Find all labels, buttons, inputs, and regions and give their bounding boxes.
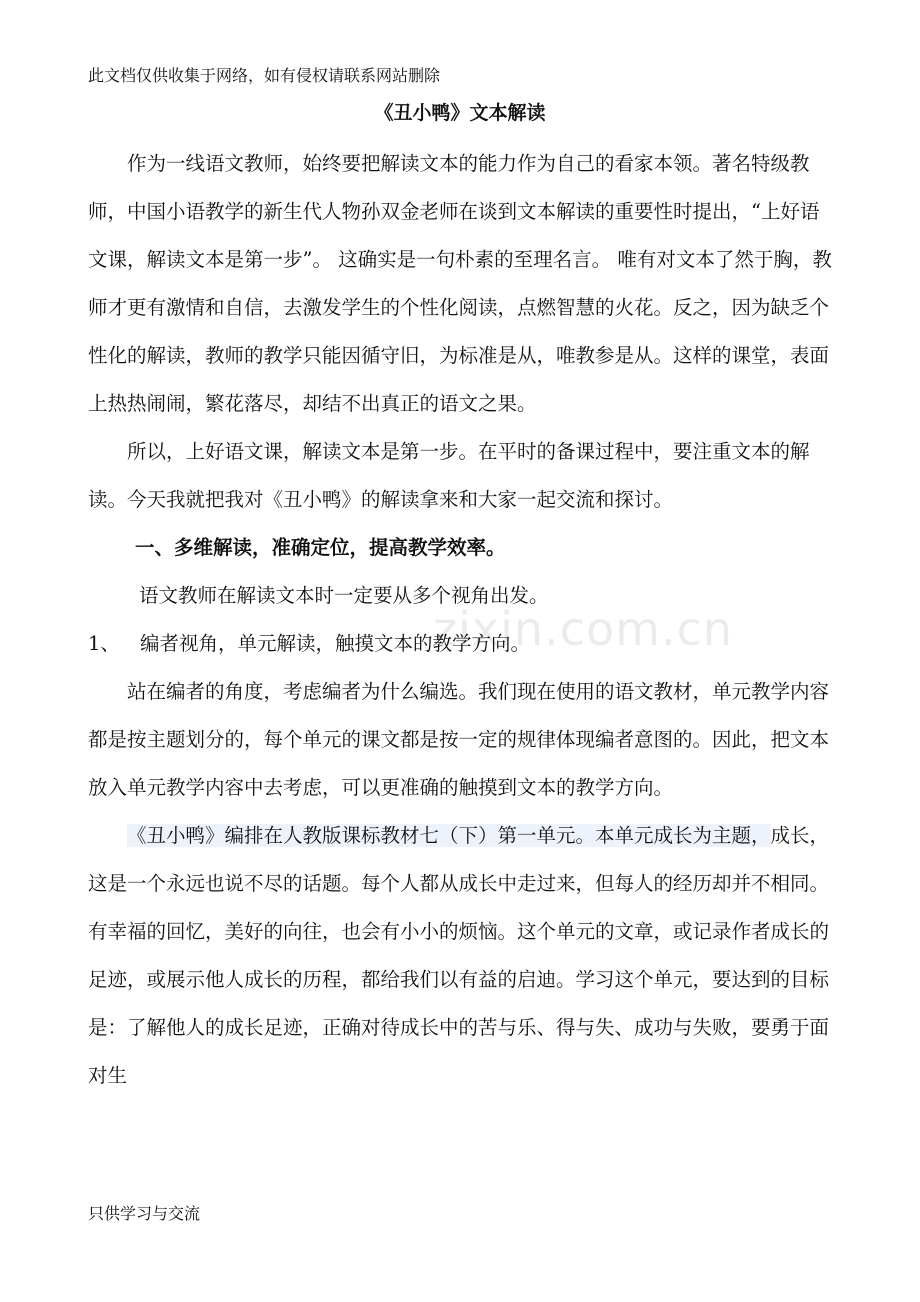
paragraph-intro: 作为一线语文教师，始终要把解读文本的能力作为自己的看家本领。著名特级教师，中国小语教学的新生代人物孙双金老师在谈到文本解读的重要性时提出，“上好语文课，解读文本是第一步”。 这确实是一句朴素的至理名言。 唯有对文本了然于胸，教师才更有激情和自信，去激发学生的个性化阅读，点燃智慧的火花。反之，因为缺乏个性化的解读，教师的教学只能因循守旧，为标准是从，唯教参是从。这样的课堂，表面上热热闹闹，繁花落尽，却结不出真正的语文之果。 <box>88 152 832 415</box>
paragraph-unit-theme <box>88 812 833 1100</box>
list-item-number: 1、 <box>88 632 120 655</box>
paragraph-unit-theme-rest: 成长，这是一个永远也说不尽的话题。每个人都从成长中走过来，但每人的经历却并不相同。有幸福的回忆，美好的向往，也会有小小的烦恼。这个单元的文章，或记录作者成长的足迹，或展示他人成长的历程，都给我们以有益的启迪。学习这个单元，要达到的目标是：了解他人的成长足迹，正确对待成长中的苦与乐、得与失、成功与失败，要勇于面对生 <box>88 824 830 1087</box>
highlighted-text: 《丑小鸭》编排在人教版课标教材七（下）第一单元。本单元成长为主题， <box>127 824 771 847</box>
document-body <box>88 140 833 1100</box>
list-item-1 <box>88 620 833 668</box>
header-disclaimer: 此文档仅供收集于网络，如有侵权请联系网站删除 <box>88 66 441 85</box>
watermark: zixin.com.cn <box>433 602 734 656</box>
section-heading-1: 一、多维解读，准确定位，提高教学效率。 <box>135 536 506 559</box>
paragraph-second: 所以，上好语文课，解读文本是第一步。在平时的备课过程中，要注重文本的解读。今天我就把我对《丑小鸭》的解读拿来和大家一起交流和探讨。 <box>88 440 810 511</box>
footer-note: 只供学习与交流 <box>88 1204 201 1223</box>
paragraph-lead: 语文教师在解读文本时一定要从多个视角出发。 <box>139 584 549 607</box>
paragraph-editor-view: 站在编者的角度，考虑编者为什么编选。我们现在使用的语文教材，单元教学内容都是按主题划分的，每个单元的课文都是按一定的规律体现编者意图的。因此，把文本放入单元教学内容中去考虑，可以更准确的触摸到文本的教学方向。 <box>88 680 830 799</box>
list-item-text: 编者视角，单元解读，触摸文本的教学方向。 <box>140 632 531 655</box>
document-title: 《丑小鸭》文本解读 <box>374 102 546 124</box>
